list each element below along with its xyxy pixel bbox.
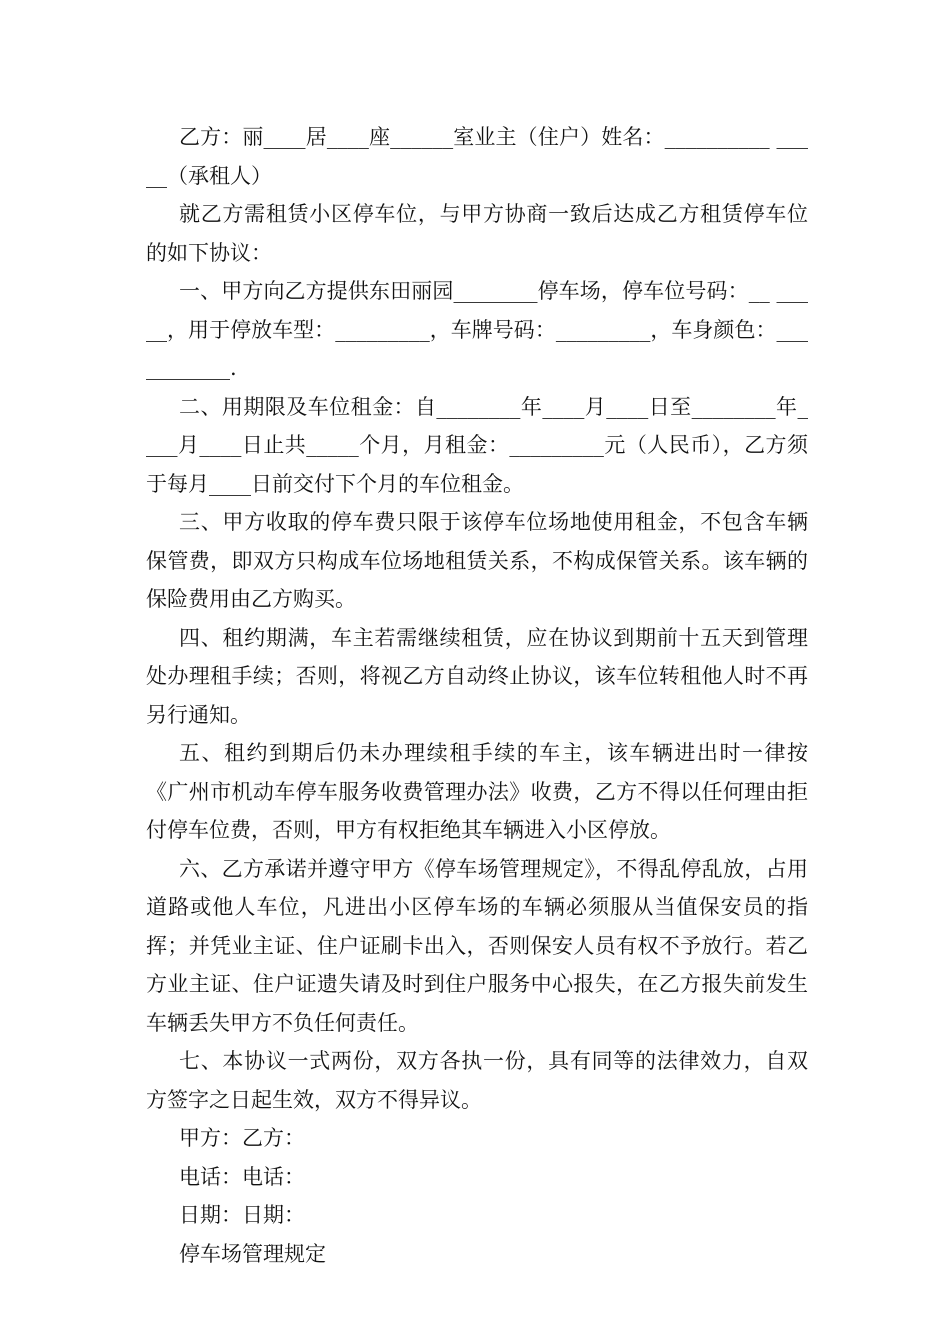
- paragraph-clause-6: 六、乙方承诺并遵守甲方《停车场管理规定》，不得乱停乱放，占用道路或他人车位，凡进出小区停车场的车辆必须服从当值保安员的指挥；并凭业主证、住户证刷卡出入，否则保安人员有权不予放行。若乙方业主证、住户证遗失请及时到住户服务中心报失，在乙方报失前发生车辆丢失甲方不负任何责任。: [146, 856, 808, 1035]
- signature-phone-line: 电话：电话：: [179, 1164, 305, 1189]
- paragraph-clause-2: 二、用期限及车位租金：自________年____月____日至________年____月____日止共_____个月，月租金：_________元（人民币），乙方须于每月____日前交付下个月的车位租金。: [146, 394, 808, 496]
- paragraph-clause-4: 四、租约期满，车主若需继续租赁，应在协议到期前十五天到管理处办理租手续；否则，将视乙方自动终止协议，该车位转租他人时不再另行通知。: [146, 625, 808, 727]
- paragraph-clause-1: 一、甲方向乙方提供东田丽园________停车场，停车位号码：__ _____，用于停放车型：_________，车牌号码：_________，车身颜色：___________.: [146, 279, 808, 380]
- footer-heading: 停车场管理规定: [179, 1241, 326, 1266]
- paragraph-clause-3: 三、甲方收取的停车费只限于该停车位场地使用租金，不包含车辆保管费，即双方只构成车位场地租赁关系，不构成保管关系。该车辆的保险费用由乙方购买。: [146, 510, 808, 611]
- document-page: [146, 118, 808, 1273]
- paragraph-clause-5: 五、租约到期后仍未办理续租手续的车主，该车辆进出时一律按《广州市机动车停车服务收费管理办法》收费，乙方不得以任何理由拒付停车位费，否则，甲方有权拒绝其车辆进入小区停放。: [146, 741, 808, 842]
- paragraph-clause-7: 七、本协议一式两份，双方各执一份，具有同等的法律效力，自双方签字之日起生效，双方不得异议。: [146, 1049, 808, 1112]
- signature-party-line: 甲方：乙方：: [179, 1126, 305, 1150]
- paragraph-intro: 就乙方需租赁小区停车位，与甲方协商一致后达成乙方租赁停车位的如下协议：: [146, 202, 808, 265]
- signature-date-line: 日期：日期：: [179, 1203, 305, 1227]
- paragraph-tenant-info: 乙方：丽____居____座______室业主（住户）姓名：__________ _____（承租人）: [146, 125, 808, 188]
